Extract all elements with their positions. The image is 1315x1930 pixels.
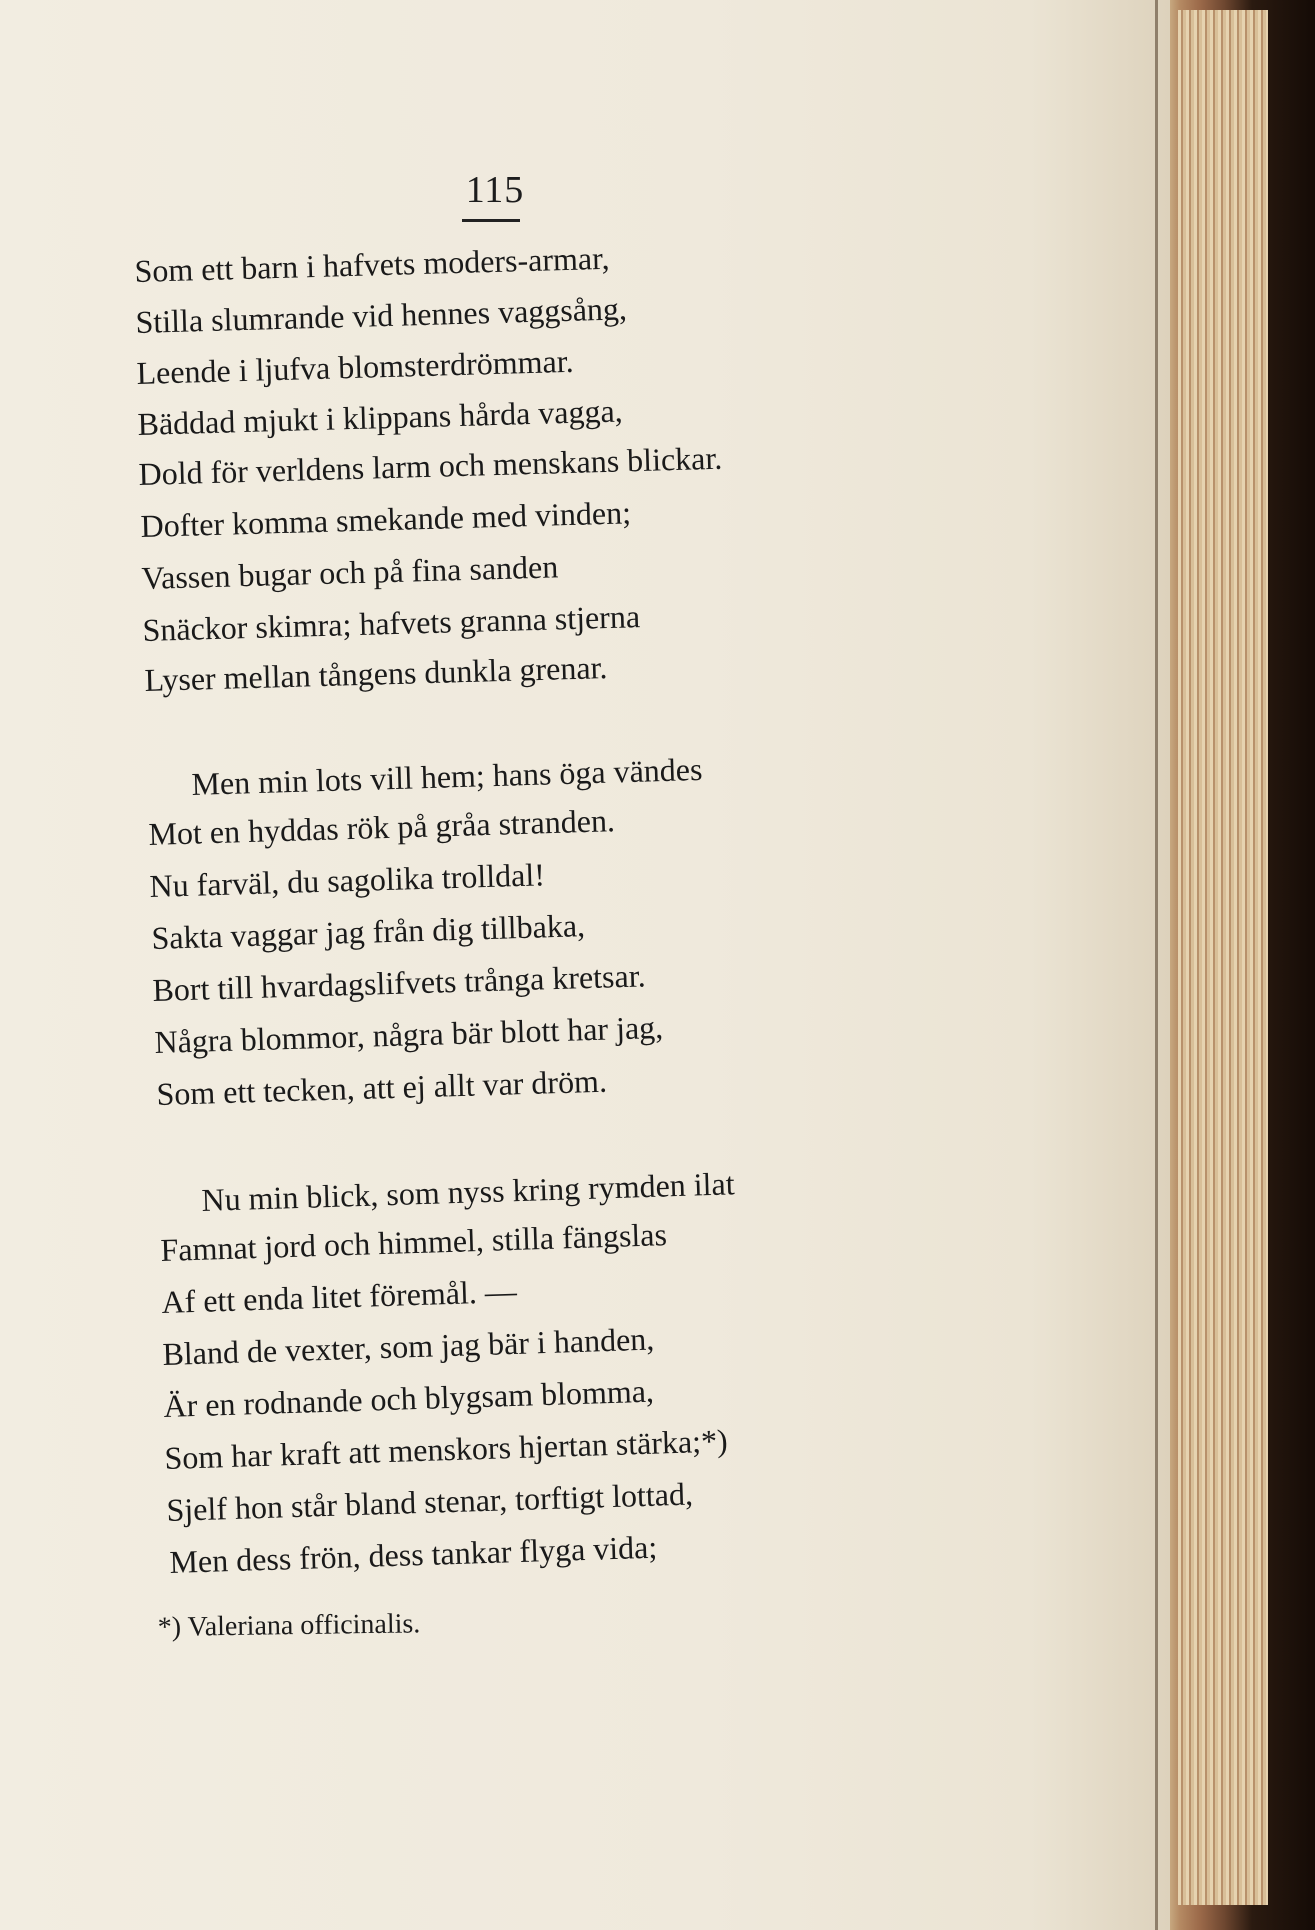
poem-line: Dofter komma smekande med vinden; [140,494,632,544]
page-stack [1178,10,1268,1905]
footnote: *) Valeriana officinalis. [157,1608,421,1643]
page-number: 115 [465,169,525,211]
poem-line: Sjelf hon står bland stenar, torftigt lottad, [165,1475,694,1528]
poem-line: Lyser mellan tångens dunkla grenar. [144,649,608,698]
page-number-rule [462,219,520,222]
poem-line: Nu farväl, du sagolika trolldal! [148,856,546,904]
poem-line: Stilla slumrande vid hennes vaggsång, [135,290,628,340]
poem-line: Dold för verldens larm och menskans blickar. [138,439,723,492]
page-edge-line [1155,0,1158,1930]
poem-line: Sakta vaggar jag från dig tillbaka, [150,907,586,956]
poem-line: Bäddad mjukt i klippans hårda vagga, [137,392,624,442]
poem-line: Af ett enda litet föremål. — [160,1272,518,1320]
poem-line: Bort till hvardagslifvets trånga kretsar. [151,957,647,1008]
poem-line: Några blommor, några bär blott har jag, [153,1008,664,1060]
poem-line: Snäckor skimra; hafvets granna stjerna [142,598,641,648]
poem-line: Men min lots vill hem; hans öga vändes [190,750,703,802]
poem-line: Som ett tecken, att ej allt var dröm. [155,1062,608,1112]
poem-line: Men dess frön, dess tankar flyga vida; [168,1528,658,1580]
poem-line: Som ett barn i hafvets moders-armar, [134,239,610,289]
poem-line: Mot en hyddas rök på gråa stranden. [147,802,616,852]
poem-line: Famnat jord och himmel, stilla fängslas [159,1216,668,1268]
poem-line: Nu min blick, som nyss kring rymden ilat [200,1165,736,1218]
poem-line: Leende i ljufva blomsterdrömmar. [136,342,575,391]
poem-line: Vassen bugar och på fina sanden [141,548,559,596]
poem-line: Som har kraft att menskors hjertan stärka;*) [163,1422,729,1476]
poem-line: Bland de vexter, som jag bär i handen, [161,1320,655,1372]
poem-line: Är en rodnande och blygsam blomma, [162,1372,655,1424]
